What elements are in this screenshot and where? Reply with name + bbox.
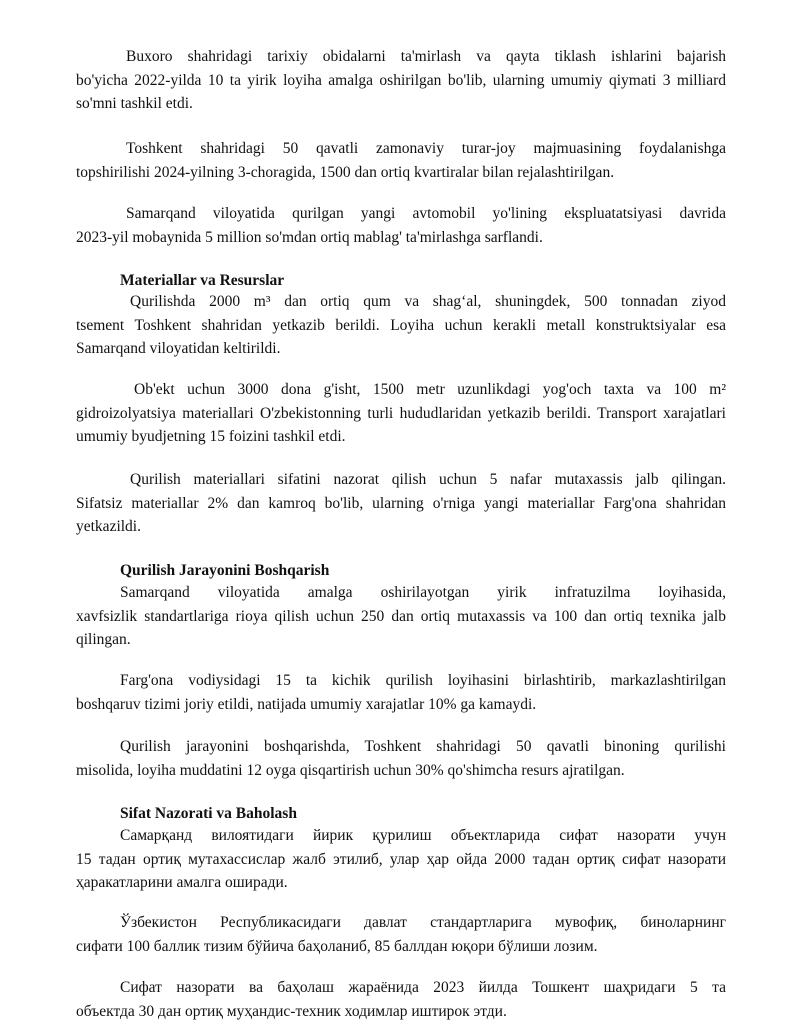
paragraph-continuation: gidroizolyatsiya materiallari O'zbekistonning turli hududlaridan yetkazib berildi. Transport xarajatlari umumiy byudjetning 15 foizini tashkil etdi. (76, 404, 726, 445)
paragraph-continuation: 2023-yil mobaynida 5 million so'mdan ortiq mablag' ta'mirlashga sarflandi. (76, 228, 543, 246)
paragraph-sand-gravel (76, 290, 726, 361)
paragraph-first-line: Samarqand viloyatida amalga oshirilayotgan yirik infratuzilma loyihasida, (120, 584, 726, 601)
paragraph-first-line: Buxoro shahridagi tarixiy obidalarni ta'mirlash va qayta tiklash ishlarini bajarish (126, 48, 726, 65)
paragraph-first-line: Самарқанд вилоятидаги йирик қурилиш объектларида сифат назорати учун (120, 827, 726, 844)
paragraph-fergana-projects (76, 669, 726, 716)
paragraph-continuation: сифати 100 баллик тизим бўйича баҳоланиб, 85 баллдан юқори бўлиши лозим. (76, 937, 598, 955)
paragraph-continuation: объектда 30 дан ортиқ муҳандис-техник ходимлар иштирок этди. (76, 1002, 507, 1020)
paragraph-continuation: misolida, loyiha muddatini 12 oyga qisqartirish uchun 30% qo'shimcha resurs ajratilgan. (76, 761, 625, 779)
paragraph-continuation: xavfsizlik standartlariga rioya qilish uchun 250 dan ortiq mutaxassis va 100 dan ortiq texnika jalb qilingan. (76, 607, 726, 648)
paragraph-quality-materials (76, 468, 726, 539)
paragraph-first-line: Сифат назорати ва баҳолаш жараёнида 2023 йилда Тошкент шаҳридаги 5 та (120, 979, 726, 996)
paragraph-continuation: boshqaruv tizimi joriy etildi, natijada umumiy xarajatlar 10% ga kamaydi. (76, 695, 537, 713)
paragraph-samarkand-road (76, 202, 726, 249)
section-heading-management: Qurilish Jarayonini Boshqarish (120, 562, 330, 579)
paragraph-continuation: Sifatsiz materiallar 2% dan kamroq bo'lib, ularning o'rniga yangi materiallar Farg'ona shahridan yetkazildi. (76, 494, 726, 535)
paragraph-engineering-staff (76, 976, 726, 1023)
paragraph-continuation: topshirilishi 2024-yilning 3-choragida, 1500 dan ortiq kvartiralar bilan rejalashtirilgan. (76, 163, 615, 181)
paragraph-first-line: Ob'ekt uchun 3000 dona g'isht, 1500 metr uzunlikdagi yog'och taxta va 100 m² (134, 381, 726, 398)
section-heading-materials: Materiallar va Resurslar (120, 272, 285, 289)
paragraph-continuation: tsement Toshkent shahridan yetkazib berildi. Loyiha uchun kerakli metall konstruktsiyalar esa Samarqand viloyatidan keltirildi. (76, 316, 726, 357)
paragraph-tashkent-tower (76, 735, 726, 782)
paragraph-restoration-projects (76, 45, 726, 116)
paragraph-infrastructure-safety (76, 581, 726, 652)
paragraph-first-line: Toshkent shahridagi 50 qavatli zamonaviy turar-joy majmuasining foydalanishga (126, 140, 726, 157)
section-heading-quality: Sifat Nazorati va Baholash (120, 805, 297, 822)
paragraph-bricks-timber (76, 378, 726, 449)
paragraph-continuation: bo'yicha 2022-yilda 10 ta yirik loyiha amalga oshirilgan bo'lib, ularning umumiy qiymati 3 milliard so'mni tashkil etdi. (76, 71, 726, 112)
paragraph-tashkent-residential (76, 137, 726, 184)
paragraph-quality-specialists (76, 824, 726, 895)
paragraph-first-line: Samarqand viloyatida qurilgan yangi avtomobil yo'lining ekspluatatsiyasi davrida (126, 205, 726, 222)
paragraph-first-line: Qurilish materiallari sifatini nazorat qilish uchun 5 nafar mutaxassis jalb qilingan. (130, 471, 726, 488)
paragraph-continuation: 15 тадан ортиқ мутахассислар жалб этилиб, улар ҳар ойда 2000 тадан ортиқ сифат назорати ҳаракатларини амалга оширади. (76, 850, 726, 891)
paragraph-state-standards (76, 911, 726, 958)
paragraph-first-line: Farg'ona vodiysidagi 15 ta kichik qurilish loyihasini birlashtirib, markazlashtirilgan (120, 672, 726, 689)
paragraph-first-line: Ўзбекистон Республикасидаги давлат стандартларига мувофиқ, биноларнинг (120, 914, 726, 931)
paragraph-first-line: Qurilishda 2000 m³ dan ortiq qum va shag‘al, shuningdek, 500 tonnadan ziyod (130, 293, 726, 310)
paragraph-first-line: Qurilish jarayonini boshqarishda, Toshkent shahridagi 50 qavatli binoning qurilishi (120, 738, 726, 755)
